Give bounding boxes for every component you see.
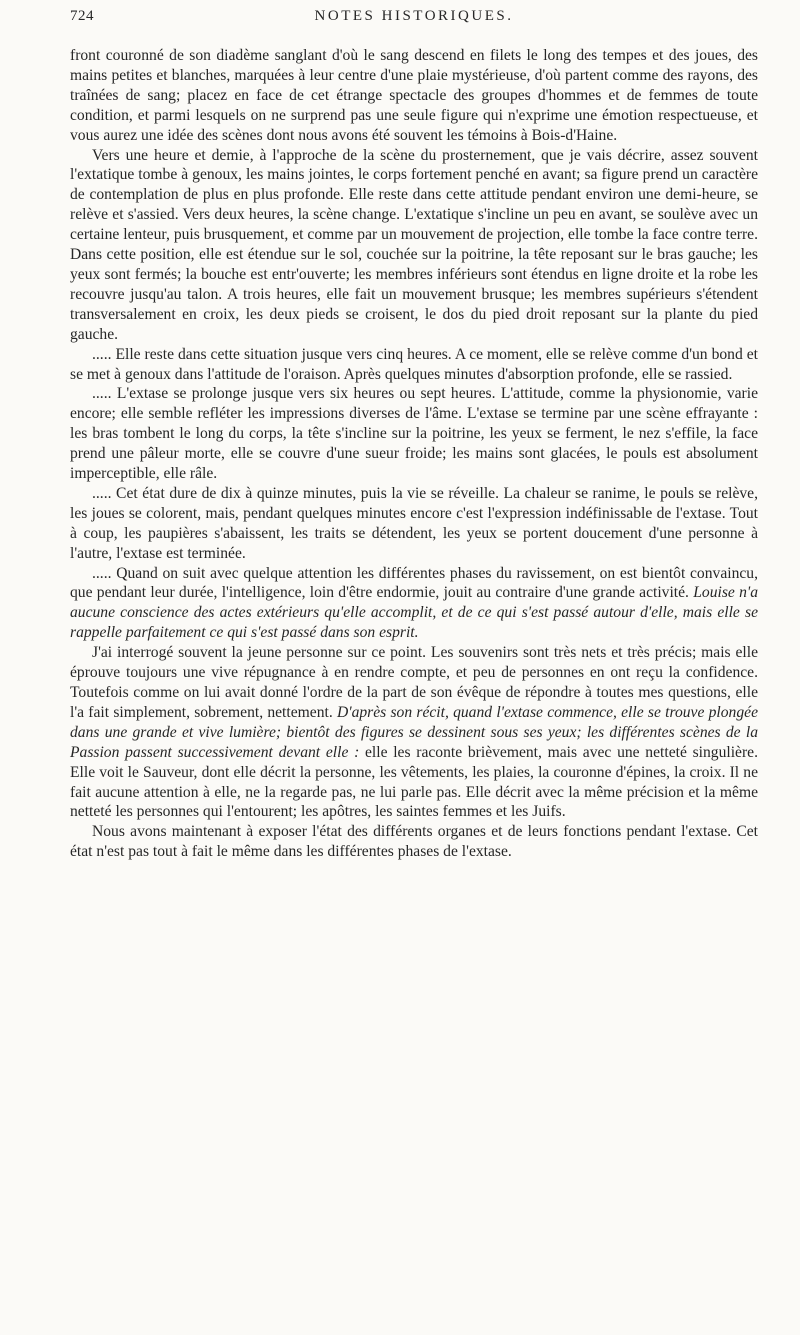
paragraph-4 <box>70 384 758 484</box>
header-title: NOTES HISTORIQUES. <box>314 8 514 24</box>
paragraph-7 <box>70 643 758 822</box>
paragraph-1-text: front couronné de son diadème sanglant d'où le sang descend en filets le long des tempes et des joues, des mains petites et blanches, marquées à leur centre d'une plaie mystérieuse, d'où partent comme des rayons, des traînées de sang; placez en face de cet étrange spectacle des groupes d'hommes et de femmes de toute condition, et parmi lesquels on ne surprend pas une seule figure qui n'exprime une émotion respectueuse, et vous aurez une idée des scènes dont nous avons été souvent les témoins à Bois-d'Haine. <box>70 47 758 144</box>
paragraph-5 <box>70 484 758 564</box>
paragraph-1 <box>70 46 758 146</box>
paragraph-3-text: ..... Elle reste dans cette situation jusque vers cinq heures. A ce moment, elle se relève comme d'un bond et se met à genoux dans l'attitude de l'oraison. Après quelques minutes d'absorption profonde, elle se rassied. <box>70 345 758 383</box>
paragraph-8-text: Nous avons maintenant à exposer l'état des différents organes et de leurs fonctions pendant l'extase. Cet état n'est pas tout à fait le même dans les différentes phases de l'extase. <box>70 823 758 861</box>
paragraph-8 <box>70 822 758 862</box>
body-text <box>70 46 758 862</box>
paragraph-6 <box>70 564 758 644</box>
paragraph-7-text: J'ai interrogé souvent la jeune personne sur ce point. Les souvenirs sont très nets et très précis; mais elle éprouve toujours une vive répugnance à en rendre compte, et peu de personnes en ont reçu la confidence. Toutefois comme on lui avait donné l'ordre de la part de son évêque de répondre à toutes mes questions, elle l'a fait simplement, sobrement, nettement. <box>70 644 758 721</box>
page-number: 724 <box>70 8 94 24</box>
paragraph-3 <box>70 345 758 385</box>
paragraph-5-text: ..... Cet état dure de dix à quinze minutes, puis la vie se réveille. La chaleur se ranime, le pouls se relève, les joues se colorent, mais, pendant quelques minutes encore c'est l'expression indéfinissable de l'extase. Tout à coup, les paupières s'abaissent, les traits se détendent, les yeux se portent doucement d'une personne à l'autre, l'extase est terminée. <box>70 484 758 562</box>
paragraph-2 <box>70 146 758 345</box>
running-head <box>70 8 758 34</box>
paragraph-4-text: ..... L'extase se prolonge jusque vers six heures ou sept heures. L'attitude, comme la physionomie, varie encore; elle semble refléter les impressions diverses de l'âme. L'extase se termine par une scène effrayante : les bras tombent le long du corps, la tête s'incline sur la poitrine, les yeux se ferment, le nez s'effile, la face prend une pâleur morte, elle se couvre d'une sueur froide; les mains sont glacées, le pouls est absolument imperceptible, elle râle. <box>70 385 758 483</box>
paragraph-6-italic-text: Louise n'a aucune conscience des actes extérieurs qu'elle accomplit, et de ce qui s'est passé autour d'elle, mais elle se rappelle parfaitement ce qui s'est passé dans son esprit. <box>70 584 759 642</box>
paragraph-2-text: Vers une heure et demie, à l'approche de la scène du prosternement, que je vais décrire, assez souvent l'extatique tombe à genoux, les mains jointes, le corps fortement penché en avant; sa figure prend un caractère de contemplation de plus en plus profonde. Elle reste dans cette attitude pendant environ une demi-heure, se relève et s'assied. Vers deux heures, la scène change. L'extatique s'incline un peu en avant, se soulève avec un certaine lenteur, puis brusquement, et comme par un mouvement de projection, elle tombe la face contre terre. Dans cette position, elle est étendue sur le sol, couchée sur la poitrine, la tête reposant sur le bras gauche; les yeux sont fermés; la bouche est entr'ouverte; les membres inférieurs sont étendus en ligne droite et la robe les recouvre jusqu'au talon. A trois heures, elle fait un mouvement brusque; les membres supérieurs s'étendent transversalement en croix, les deux pieds se croisent, le dos du pied droit reposant sur la plante du pied gauche. <box>70 146 758 343</box>
paragraph-7-italic-text: D'après son récit, quand l'extase commence, elle se trouve plongée dans une grande et vive lumière; bientôt des figures se dessinent sous ses yeux; les différentes scènes de la Passion passent successivement devant elle : <box>70 703 758 761</box>
paragraph-7-text-continued: elle les raconte brièvement, mais avec une netteté singulière. Elle voit le Sauveur, dont elle décrit la personne, les vêtements, les plaies, la couronne d'épines, la croix. Il ne fait aucune attention à elle, ne la regarde pas, ne lui parle pas. Elle décrit avec la même précision et la même netteté les personnes qui l'entourent; les apôtres, les saintes femmes et les Juifs. <box>70 743 758 821</box>
paragraph-6-text: ..... Quand on suit avec quelque attention les différentes phases du ravissement, on est bientôt convaincu, que pendant leur durée, l'intelligence, loin d'être endormie, jouit au contraire d'une grande activité. <box>70 564 758 602</box>
